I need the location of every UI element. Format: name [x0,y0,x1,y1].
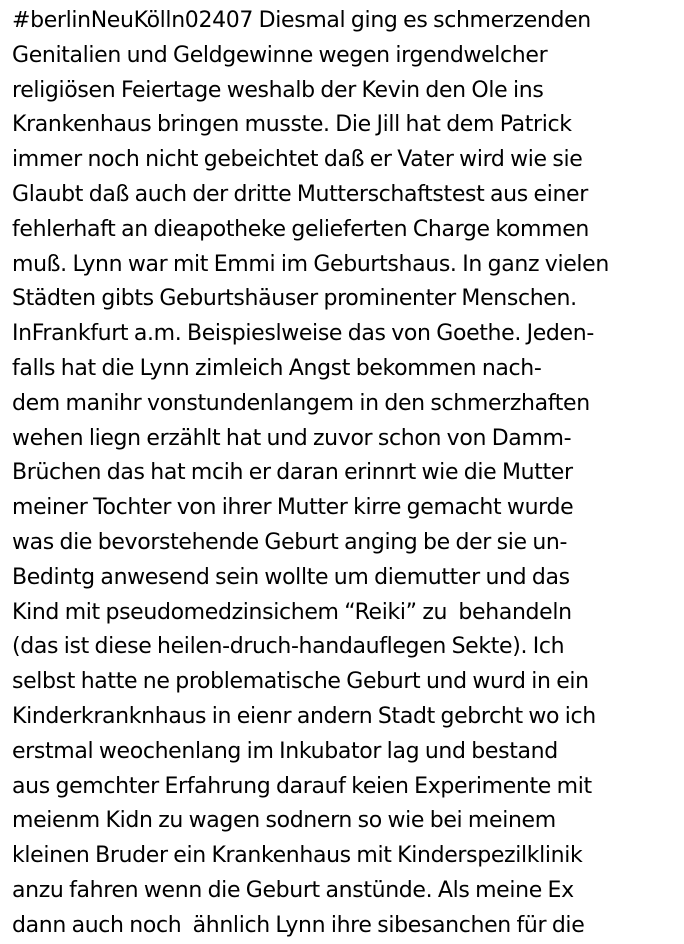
text-line: erstmal weochenlang im Inkubator lag und bestand [12,738,558,764]
text-line: Krankenhaus bringen musste. Die Jill hat dem Patrick [12,112,572,138]
text-line: Bedintg anwesend sein wollte um diemutter und das [12,564,570,590]
text-line: religiösen Feiertage weshalb der Kevin den Ole ins [12,77,544,103]
text-line: meienm Kidn zu wagen sodnern so wie bei meinem [12,808,556,834]
text-line: fehlerhaft an dieapotheke gelieferten Charge kommen [12,216,589,242]
text-line: kleinen Bruder ein Krankenhaus mit Kinderspezilklinik [12,843,583,869]
text-line: wehen liegn erzählt hat und zuvor schon von Damm- [12,425,572,451]
text-line: Genitalien und Geldgewinne wegen irgendwelcher [12,42,548,68]
text-line: selbst hatte ne problematische Geburt und wurd in ein [12,669,589,695]
text-line: #berlinNeuKölln02407 Diesmal ging es schmerzenden [12,8,591,33]
text-line: anzu fahren wenn die Geburt anstünde. Als meine Ex [12,877,574,903]
text-line: muß. Lynn war mit Emmi im Geburtshaus. In ganz vielen [12,251,609,277]
document-body-text [12,4,684,944]
text-line: Kind mit pseudomedzinsichem “Reiki” zu behandeln [12,599,572,625]
text-line: dann auch noch ähnlich Lynn ihre sibesanchen für die [12,912,585,938]
text-line: Brüchen das hat mcih er daran erinnrt wie die Mutter [12,460,573,486]
text-line: Glaubt daß auch der dritte Mutterschaftstest aus einer [12,181,588,207]
text-line: InFrankfurt a.m. Beispieslweise das von Goethe. Jeden- [12,321,594,347]
text-line: aus gemchter Erfahrung darauf keien Experimente mit [12,773,592,799]
text-line: (das ist diese heilen-druch-handauflegen Sekte). Ich [12,634,565,660]
text-line: was die bevorstehende Geburt anging be der sie un- [12,529,568,555]
text-line: meiner Tochter von ihrer Mutter kirre gemacht wurde [12,495,574,521]
text-line: immer noch nicht gebeichtet daß er Vater wird wie sie [12,147,583,173]
text-line: Kinderkranknhaus in eienr andern Stadt gebrcht wo ich [12,703,596,729]
text-line: dem manihr vonstundenlangem in den schmerzhaften [12,390,590,416]
text-line: falls hat die Lynn zimleich Angst bekommen nach- [12,355,542,381]
text-line: Städten gibts Geburtshäuser prominenter Menschen. [12,286,577,312]
